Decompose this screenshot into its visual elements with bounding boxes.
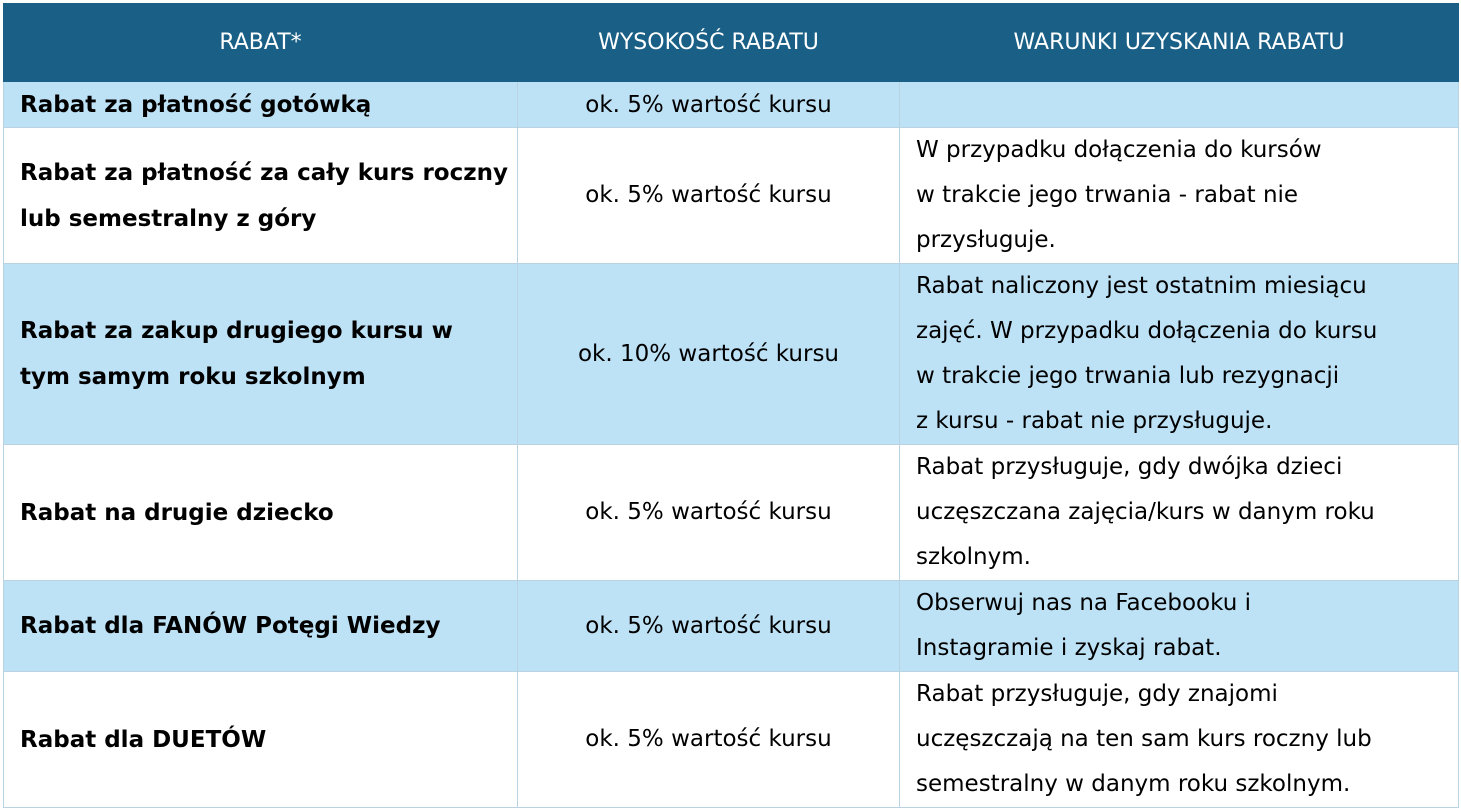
- discount-conditions: [900, 672, 1459, 808]
- discount-conditions: [900, 445, 1459, 581]
- table-row: [4, 264, 1459, 445]
- condition-line: Rabat przysługuje, gdy znajomi: [916, 681, 1278, 707]
- condition-line: w trakcie jego trwania lub rezygnacji: [916, 363, 1340, 389]
- discount-conditions: [900, 128, 1459, 264]
- condition-line: Instagramie i zyskaj rabat.: [916, 635, 1222, 661]
- condition-line: uczęszczana zajęcia/kurs w danym roku: [916, 499, 1375, 525]
- table-row: [4, 445, 1459, 581]
- discount-conditions: [900, 82, 1459, 128]
- condition-line: semestralny w danym roku szkolnym.: [916, 771, 1351, 797]
- discount-name: [4, 445, 518, 581]
- table-row: [4, 82, 1459, 128]
- discount-name-line: Rabat za zakup drugiego kursu w: [20, 318, 453, 344]
- table-row: [4, 581, 1459, 672]
- table-row: [4, 128, 1459, 264]
- table-header-row: [4, 4, 1459, 82]
- discount-name: [4, 581, 518, 672]
- header-conditions: WARUNKI UZYSKANIA RABATU: [900, 4, 1459, 82]
- condition-line: w trakcie jego trwania - rabat nie: [916, 182, 1299, 208]
- condition-line: uczęszczają na ten sam kurs roczny lub: [916, 726, 1372, 752]
- discount-amount: ok. 5% wartość kursu: [518, 128, 900, 264]
- condition-line: Rabat naliczony jest ostatnim miesiącu: [916, 273, 1367, 299]
- discount-conditions: [900, 581, 1459, 672]
- discount-name-line: Rabat za płatność gotówką: [20, 91, 372, 118]
- discount-conditions: [900, 264, 1459, 445]
- discount-name-line: Rabat dla FANÓW Potęgi Wiedzy: [20, 613, 441, 639]
- discount-name-line: lub semestralny z góry: [20, 205, 317, 232]
- condition-line: Rabat przysługuje, gdy dwójka dzieci: [916, 454, 1343, 480]
- table-row: [4, 672, 1459, 808]
- discount-amount: ok. 10% wartość kursu: [518, 264, 900, 445]
- discount-name-line: Rabat za płatność za cały kurs roczny: [20, 159, 508, 186]
- condition-line: W przypadku dołączenia do kursów: [916, 137, 1322, 163]
- condition-line: zajęć. W przypadku dołączenia do kursu: [916, 318, 1378, 344]
- discount-name-line: Rabat dla DUETÓW: [20, 726, 267, 753]
- discount-amount: ok. 5% wartość kursu: [518, 445, 900, 581]
- discount-name-line: Rabat na drugie dziecko: [20, 499, 334, 526]
- header-discount: RABAT*: [4, 4, 518, 82]
- discount-amount: ok. 5% wartość kursu: [518, 581, 900, 672]
- discount-amount: ok. 5% wartość kursu: [518, 672, 900, 808]
- discount-table: [3, 3, 1459, 808]
- condition-line: Obserwuj nas na Facebooku i: [916, 590, 1251, 616]
- discount-amount: ok. 5% wartość kursu: [518, 82, 900, 128]
- condition-line: przysługuje.: [916, 227, 1056, 253]
- condition-line: szkolnym.: [916, 544, 1031, 570]
- header-amount: WYSOKOŚĆ RABATU: [518, 4, 900, 82]
- discount-name: [4, 82, 518, 128]
- discount-name: [4, 264, 518, 445]
- condition-line: z kursu - rabat nie przysługuje.: [916, 408, 1273, 434]
- discount-name: [4, 672, 518, 808]
- discount-name-line: tym samym roku szkolnym: [20, 364, 366, 390]
- discount-name: [4, 128, 518, 264]
